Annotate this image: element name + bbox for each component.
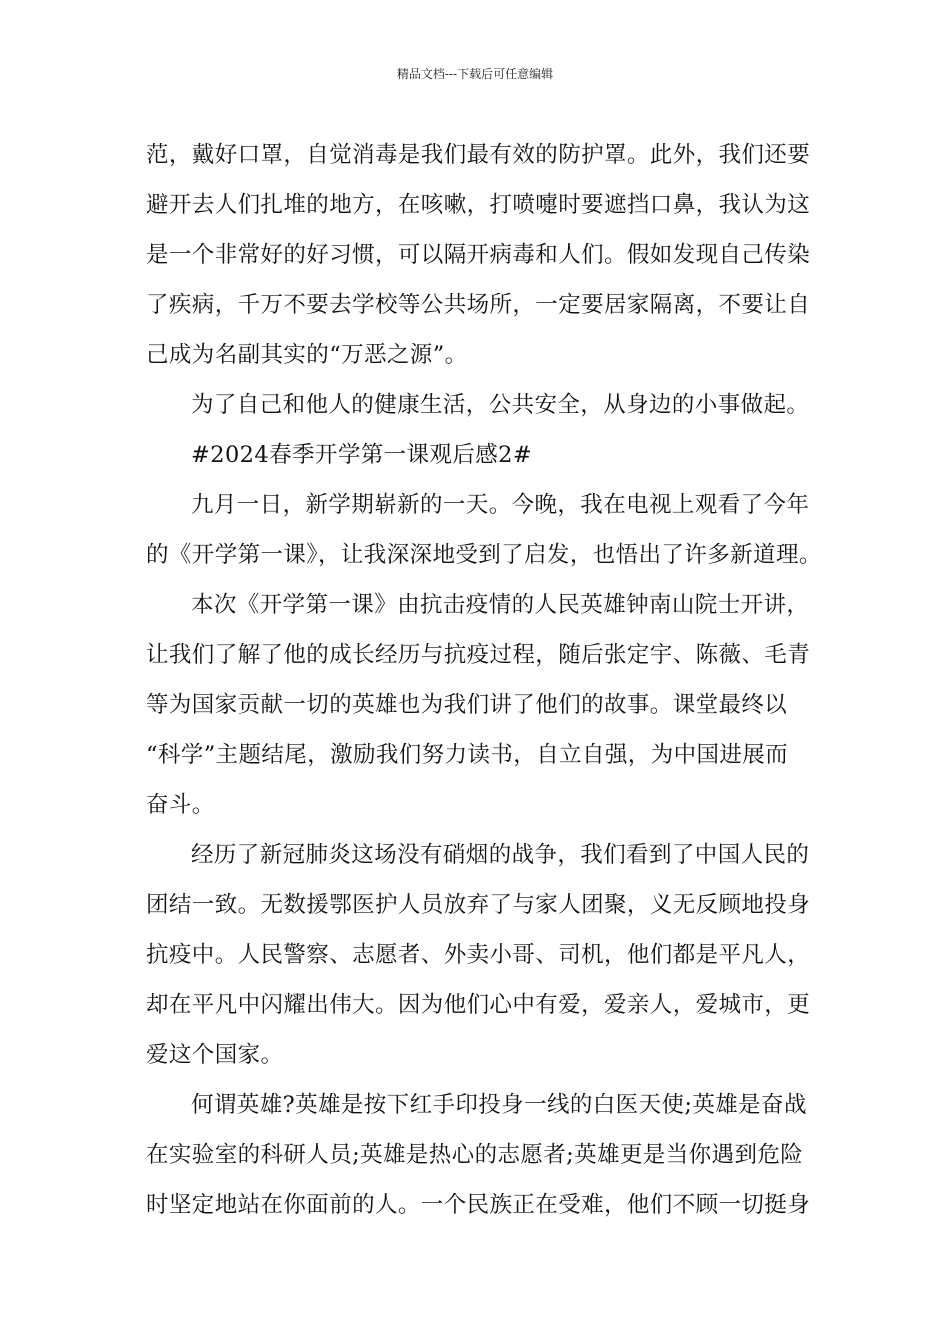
text-line: 的《开学第一课》，让我深深地受到了启发，也悟出了许多新道理。 [146, 542, 822, 568]
document-body [146, 130, 822, 1230]
text-line: “科学”主题结尾，激励我们努力读书，自立自强，为中国进展而 [146, 742, 789, 768]
paragraph-line: 何谓英雄?英雄是按下红手印投身一线的白医天使;英雄是奋战 [191, 1092, 807, 1118]
text-line: 范，戴好口罩，自觉消毒是我们最有效的防护罩。此外，我们还要 [146, 142, 811, 168]
page-header: 精品文档---下载后可任意编辑 [396, 67, 554, 81]
paragraph-line: 九月一日，新学期崭新的一天。今晚，我在电视上观看了今年 [191, 492, 810, 518]
text-line: 是一个非常好的好习惯，可以隔开病毒和人们。假如发现自己传染 [146, 242, 811, 268]
text-line: 奋斗。 [146, 792, 215, 818]
text-line: 却在平凡中闪耀出伟大。因为他们心中有爱，爱亲人，爱城市，更 [146, 992, 811, 1018]
text-line: 爱这个国家。 [146, 1042, 284, 1068]
text-line: 了疾病，千万不要去学校等公共场所，一定要居家隔离，不要让自 [146, 292, 811, 318]
paragraph-line: 本次《开学第一课》由抗击疫情的人民英雄钟南山院士开讲， [191, 592, 810, 618]
text-line: 时坚定地站在你面前的人。一个民族正在受难，他们不顾一切挺身 [146, 1192, 811, 1218]
text-line: 让我们了解了他的成长经历与抗疫过程，随后张定宇、陈薇、毛青 [146, 642, 811, 668]
text-line: 避开去人们扎堆的地方，在咳嗽，打喷嚏时要遮挡口鼻，我认为这 [146, 192, 811, 218]
paragraph-line: 为了自己和他人的健康生活，公共安全，从身边的小事做起。 [191, 392, 810, 418]
paragraph-line: 经历了新冠肺炎这场没有硝烟的战争，我们看到了中国人民的 [191, 842, 810, 868]
text-line: 抗疫中。人民警察、志愿者、外卖小哥、司机，他们都是平凡人， [146, 942, 811, 968]
text-line: 己成为名副其实的“万恶之源”。 [146, 342, 468, 368]
text-line: 等为国家贡献一切的英雄也为我们讲了他们的故事。课堂最终以 [146, 692, 788, 718]
text-line: 在实验室的科研人员;英雄是热心的志愿者;英雄更是当你遇到危险 [146, 1142, 804, 1168]
section-heading: #2024春季开学第一课观后感2# [191, 442, 533, 468]
text-line: 团结一致。无数援鄂医护人员放弃了与家人团聚，义无反顾地投身 [146, 892, 811, 918]
